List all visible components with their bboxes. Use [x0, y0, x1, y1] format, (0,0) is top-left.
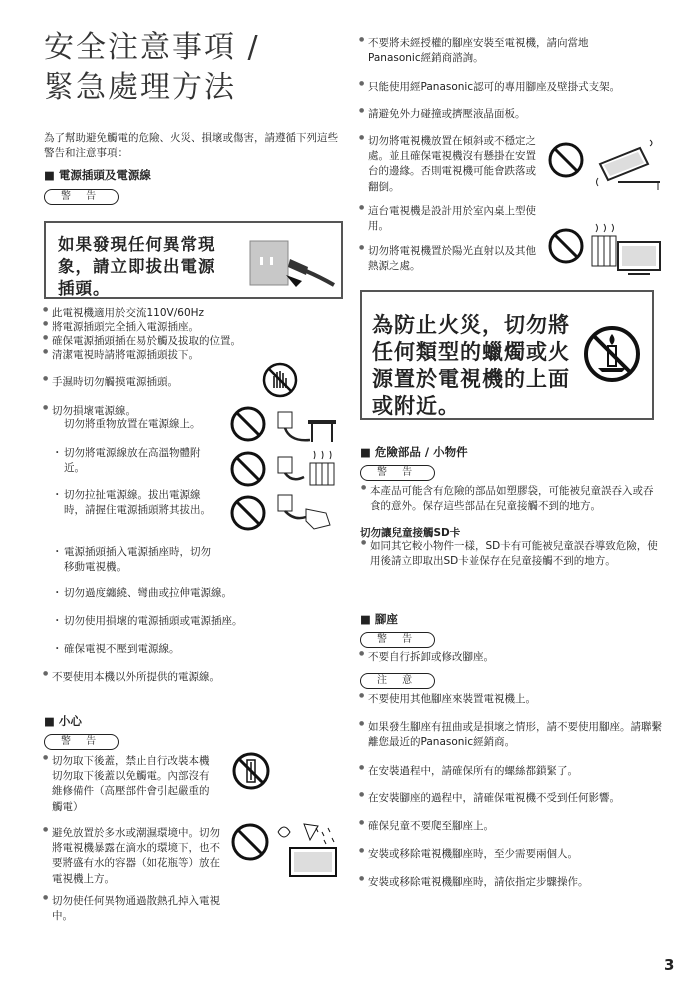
warning-label-danger: 警 告 — [360, 465, 435, 481]
fire-warning-box — [360, 290, 654, 420]
no-candle-icon — [582, 324, 642, 384]
sd-card-title: 切勿讓兒童接觸SD卡 — [360, 527, 461, 539]
section-heading-caution: ■ 小心 — [44, 713, 82, 730]
section-heading-power: ■ 電源插頭及電源線 — [44, 167, 151, 184]
no-disassembly-icon — [232, 752, 270, 790]
cord-sub-item: ・ 切勿過度纏繞、彎曲或拉伸電源線。 — [64, 586, 232, 601]
no-pulling-cord-icon — [230, 491, 342, 535]
wet-hands-item: ● 手濕時切勿觸摸電源插頭。 — [52, 375, 178, 390]
stand-caution-item: ● 如果發生腳座有扭曲或是損壞之情形，請不要使用腳座。請聯繫離您最近的Panasonic經銷商。 — [368, 720, 663, 750]
unplug-warning-line1: 如果發現任何異常現 — [58, 235, 216, 254]
unplug-warning-box — [44, 221, 343, 299]
no-water-icon — [230, 818, 340, 882]
fire-warning-line3: 源置於電視機的上面 — [372, 367, 570, 391]
no-heavy-objects-on-cord-icon — [230, 402, 342, 446]
warning-label-power: 警 告 — [44, 189, 119, 205]
no-wet-hands-icon — [262, 362, 298, 398]
unplug-warning-line3: 插頭。 — [58, 279, 111, 298]
power-list-item: ● 將電源插頭完全插入電源插座。 — [52, 320, 199, 335]
caution-item: ● 切勿使任何異物通過散熱孔掉入電視中。 — [52, 894, 222, 924]
placement-advice-item: ● 切勿將電視機放置在傾斜或不穩定之處。並且確保電視機沒有懸掛在安置台的邊緣。否則電視機可能會跌落或翻倒。 — [368, 134, 536, 195]
indoor-use-item: ● 這台電視機是設計用於室內桌上型使用。 — [368, 204, 536, 234]
caution-item: ● 切勿取下後蓋，禁止自行改裝本機切勿取下後蓋以免觸電。內部沒有維修備件（高壓部件會引起嚴重的觸電） — [52, 754, 218, 815]
section-heading-danger: ■ 危險部品 / 小物件 — [360, 444, 468, 461]
stand-caution-item: ● 安裝或移除電視機腳座時，至少需要兩個人。 — [368, 847, 578, 862]
fire-warning-line2: 任何類型的蠟燭或火 — [372, 340, 570, 364]
page-title-line2: 緊急處理方法 — [44, 70, 236, 105]
fire-warning-line4: 或附近。 — [372, 394, 460, 418]
plug-unplug-icon — [246, 237, 336, 289]
power-list-item: ● 清潔電視時請將電源插頭拔下。 — [52, 348, 199, 363]
stand-advice-item: ● 只能使用經Panasonic認可的專用腳座及壁掛式支架。 — [368, 80, 620, 95]
caution-item: ● 避免放置於多水或潮濕環境中。切勿將電視機暴露在滴水的環境下，也不要將盛有水的容器（如花瓶等）放在電視機上方。 — [52, 826, 220, 887]
section-heading-stand: ■ 腳座 — [360, 611, 398, 628]
other-cord-item: ● 不要使用本機以外所提供的電源線。 — [52, 670, 220, 685]
panel-advice-item: ● 請避免外力碰撞或擠壓液晶面板。 — [368, 107, 526, 122]
cord-sub-item: ・ 確保電視不壓到電源線。 — [64, 642, 180, 657]
sd-card-item: ● 如同其它較小物件一樣，SD卡有可能被兒童誤吞導致危險，使用後請立即取出SD卡並保存在兒童接觸不到的地方。 — [370, 539, 660, 569]
fire-warning-line1: 為防止火災，切勿將 — [372, 313, 570, 337]
danger-item: ● 本產品可能含有危險的部品如塑膠袋，可能被兒童誤吞入或吞食的意外。保存這些部品在兒童接觸不到的地方。 — [370, 484, 660, 514]
cord-sub-item: ・ 切勿將電源線放在高溫物體附近。 — [64, 446, 214, 476]
cord-sub-item: ・ 切勿拉扯電源線。拔出電源線時，請握住電源插頭將其拔出。 — [64, 488, 216, 518]
page-number: 3 — [664, 956, 675, 974]
cord-sub-item: ・ 切勿使用損壞的電源插頭或電源插座。 — [64, 614, 243, 629]
no-unstable-placement-icon — [548, 134, 664, 190]
no-heat-source-item: ● 切勿將電視機置於陽光直射以及其他熱源之處。 — [368, 244, 536, 274]
stand-caution-item: ● 不要使用其他腳座來裝置電視機上。 — [368, 692, 536, 707]
stand-advice-item: ● 不要將未經授權的腳座安裝至電視機，請向當地Panasonic經銷商諮詢。 — [368, 36, 638, 66]
cord-sub-item: ・ 電源插頭插入電源插座時，切勿移動電視機。 — [64, 545, 219, 575]
stand-caution-item: ● 確保兒童不要爬至腳座上。 — [368, 819, 494, 834]
unplug-warning-line2: 象，請立即拔出電源 — [58, 257, 216, 276]
stand-caution-item: ● 安裝或移除電視機腳座時，請依指定步驟操作。 — [368, 875, 589, 890]
stand-caution-item: ● 在安裝過程中，請確保所有的螺絲都鎖緊了。 — [368, 764, 578, 779]
no-heat-near-cord-icon — [230, 447, 342, 491]
warning-label-caution: 警 告 — [44, 734, 119, 750]
power-list-item: ● 此電視機適用於交流110V/60Hz — [52, 306, 204, 321]
power-list-item: ● 確保電源插頭插在易於觸及拔取的位置。 — [52, 334, 241, 349]
warning-label-stand: 警 告 — [360, 632, 435, 648]
intro-text: 為了幫助避免觸電的危險、火災、損壞或傷害，請遵循下列這些警告和注意事項： — [44, 132, 338, 160]
stand-warning-item: ● 不要自行拆卸或修改腳座。 — [368, 650, 494, 665]
stand-caution-item: ● 在安裝腳座的過程中，請確保電視機不受到任何影響。 — [368, 791, 620, 806]
no-heat-source-icon — [548, 222, 664, 278]
cord-sub-item: 切勿將重物放置在電源線上。 — [64, 418, 201, 430]
caution-label-stand: 注 意 — [360, 673, 435, 689]
page-title-line1: 安全注意事項 / — [44, 30, 260, 65]
cord-damage-item: ● 切勿損壞電源線。 — [52, 404, 136, 419]
